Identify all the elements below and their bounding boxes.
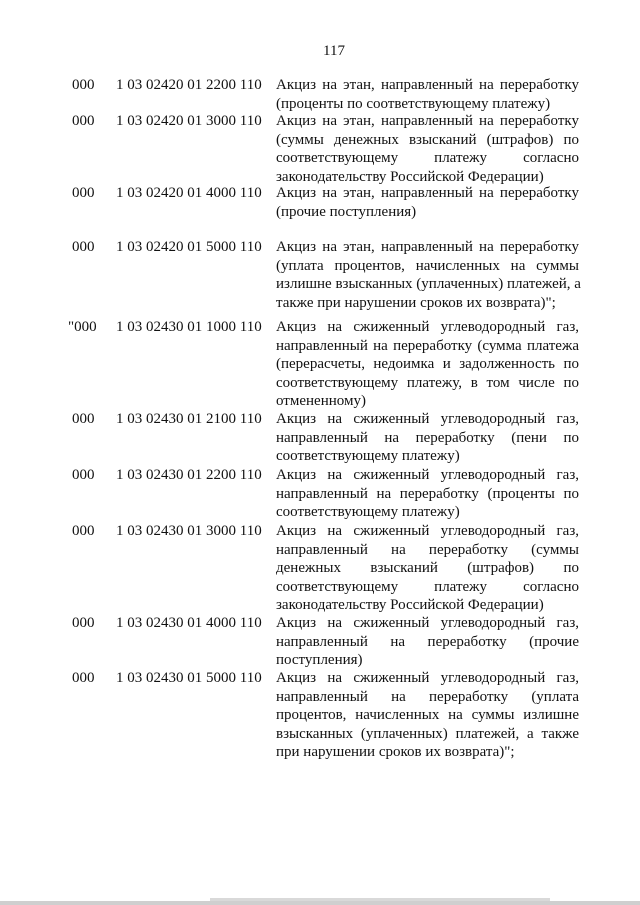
description-line: при нарушении сроков их возврата)";: [276, 744, 515, 761]
description-line: также при нарушении сроков их возврата)";: [276, 294, 556, 311]
row-description: [276, 410, 579, 466]
description-line: (суммы денежных взысканий (штрафов) по: [276, 131, 579, 148]
description-line: (проценты по соответствующему платежу): [276, 95, 551, 112]
description-line: Акциз на сжиженный углеводородный газ,: [276, 411, 579, 427]
description-line: Акциз на этан, направленный на переработку: [276, 77, 579, 93]
description-line: Акциз на сжиженный углеводородный газ,: [276, 523, 579, 539]
admin-code: 000: [72, 670, 95, 686]
page-number: 117: [323, 43, 345, 59]
description-line: взысканных (уплаченных) платежей, а также: [276, 725, 579, 742]
description-line: (прочие поступления): [276, 203, 417, 220]
admin-code: 000: [72, 467, 95, 483]
row-description: [276, 669, 579, 762]
description-line: законодательству Российской Федерации): [276, 597, 544, 614]
description-line: Акциз на сжиженный углеводородный газ,: [276, 467, 579, 483]
budget-classification-code: 1 03 02420 01 4000 110: [116, 185, 262, 201]
row-description: [276, 614, 579, 670]
description-line: направленный на переработку (сумма платежа: [276, 337, 579, 354]
description-line: денежных взысканий (штрафов) по: [276, 560, 579, 577]
description-line: законодательству Российской Федерации): [276, 168, 544, 185]
description-line: отмененному): [276, 393, 366, 410]
admin-code: 000: [72, 411, 95, 427]
description-line: направленный на переработку (суммы: [276, 541, 579, 558]
description-line: соответствующему платежу): [276, 448, 460, 465]
row-description: [276, 466, 579, 522]
budget-classification-code: 1 03 02430 01 2100 110: [116, 411, 262, 427]
description-line: излишне взысканных (уплаченных) платежей, а: [276, 276, 581, 293]
budget-classification-code: 1 03 02430 01 1000 110: [116, 319, 262, 335]
budget-classification-code: 1 03 02420 01 5000 110: [116, 239, 262, 255]
row-description: [276, 318, 579, 411]
row-description: [276, 184, 579, 221]
description-line: соответствующему платежу, в том числе по: [276, 374, 579, 391]
budget-classification-code: 1 03 02430 01 3000 110: [116, 523, 262, 539]
description-line: направленный на переработку (пени по: [276, 429, 579, 446]
description-line: соответствующему платежу согласно: [276, 578, 579, 595]
description-line: (перерасчеты, недоимка и задолженность по: [276, 356, 579, 373]
row-description: [276, 522, 579, 615]
description-line: направленный на переработку (уплата: [276, 688, 579, 705]
description-line: Акциз на сжиженный углеводородный газ,: [276, 615, 579, 631]
description-line: Акциз на этан, направленный на переработку: [276, 239, 579, 255]
description-line: Акциз на этан, направленный на переработку: [276, 185, 579, 201]
row-description: [276, 238, 579, 312]
admin-code: 000: [72, 239, 95, 255]
description-line: соответствующему платежу согласно: [276, 150, 579, 167]
admin-code: 000: [72, 523, 95, 539]
budget-classification-code: 1 03 02420 01 3000 110: [116, 113, 262, 129]
description-line: направленный на переработку (прочие: [276, 633, 579, 650]
description-line: (уплата процентов, начисленных на суммы: [276, 257, 579, 274]
row-description: [276, 76, 579, 113]
budget-classification-code: 1 03 02430 01 2200 110: [116, 467, 262, 483]
admin-code: 000: [72, 113, 95, 129]
budget-classification-code: 1 03 02430 01 5000 110: [116, 670, 262, 686]
description-line: направленный на переработку (проценты по: [276, 485, 579, 502]
scan-edge: [0, 901, 640, 905]
description-line: Акциз на сжиженный углеводородный газ,: [276, 319, 579, 335]
admin-code: "000: [68, 319, 97, 335]
admin-code: 000: [72, 77, 95, 93]
admin-code: 000: [72, 185, 95, 201]
admin-code: 000: [72, 615, 95, 631]
budget-classification-code: 1 03 02430 01 4000 110: [116, 615, 262, 631]
description-line: соответствующему платежу): [276, 504, 460, 521]
description-line: Акциз на этан, направленный на переработку: [276, 113, 579, 129]
description-line: Акциз на сжиженный углеводородный газ,: [276, 670, 579, 686]
budget-classification-code: 1 03 02420 01 2200 110: [116, 77, 262, 93]
description-line: поступления): [276, 652, 363, 669]
row-description: [276, 112, 579, 186]
description-line: процентов, начисленных на суммы излишне: [276, 707, 579, 724]
